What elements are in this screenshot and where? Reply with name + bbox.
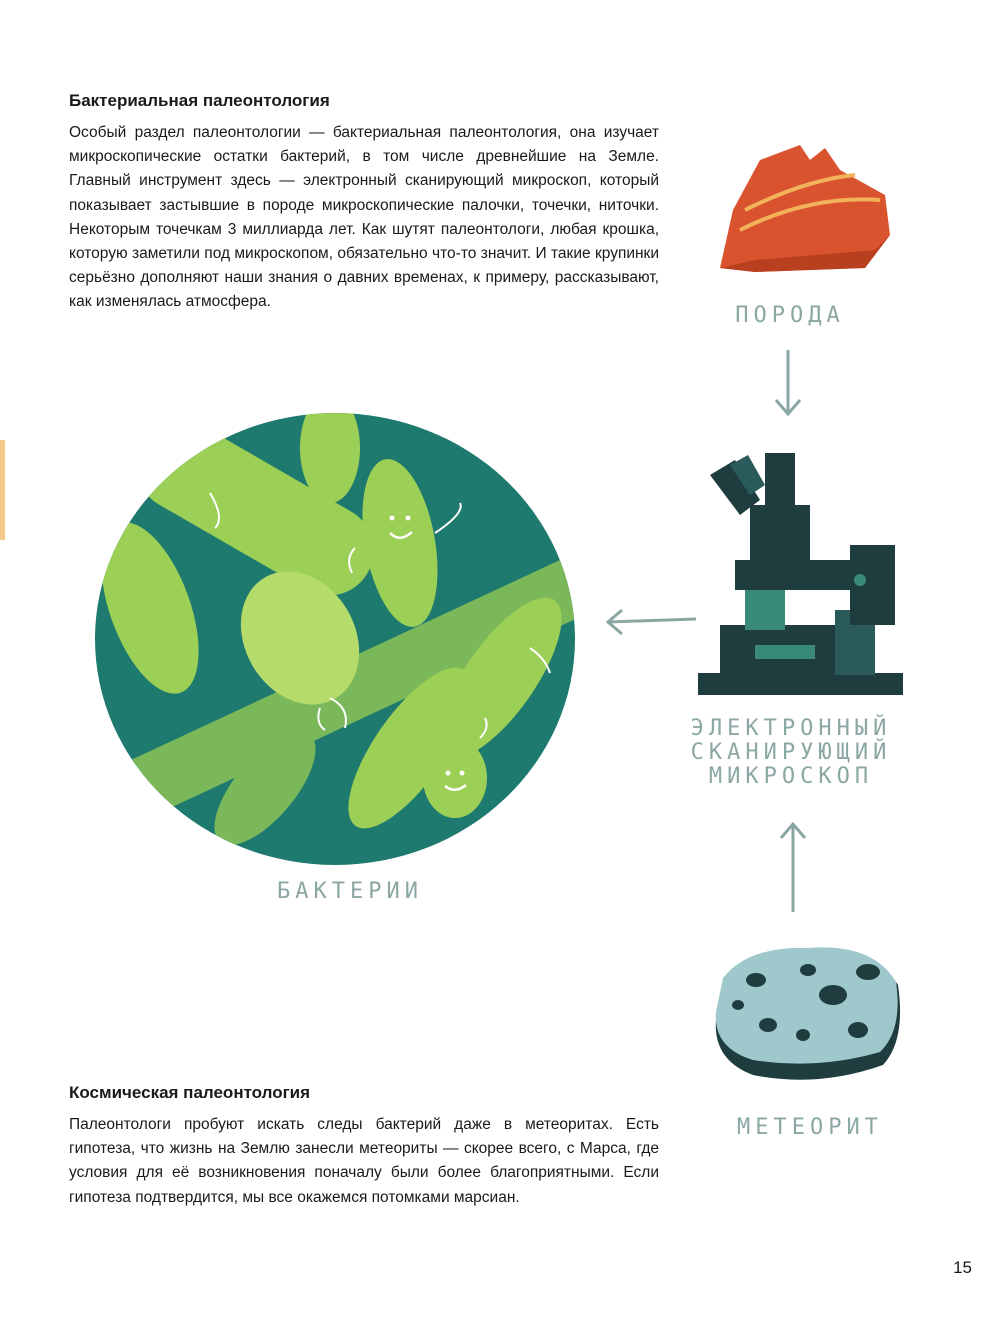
microscope-illustration xyxy=(690,445,910,700)
meteorite-label: МЕТЕОРИТ xyxy=(737,1115,883,1140)
meteorite-illustration xyxy=(708,940,908,1090)
section-text-bacterial: Особый раздел палеонтологии — бактериальная палеонтология, она изучает микроскопические остатки бактерий, в том числе древнейшие на Земле. Главный инструмент здесь — электронный сканирующий микроскоп, который показывает застывшие в породе микроскопические палочки, точечки, ниточки. Некоторым точечкам 3 миллиарда лет. Как шутят палеонтологи, любая крошка, которую заметили под микроскопом, обязательно что-то значит. И такие крупинки серьёзно дополняют наши знания о давних временах, к примеру, рассказывают, как изменялась атмосфера. xyxy=(69,124,659,311)
arrow-up-icon xyxy=(775,818,811,914)
rock-illustration xyxy=(715,140,905,280)
section-text-cosmic: Палеонтологи пробуют искать следы бактерий даже в метеоритах. Есть гипотеза, что жизнь на Землю занесли метеориты — скорее всего, с Марса, где условия для её возникновения поначалу были более благоприятными. Если гипотеза подтвердится, мы все окажемся потомками марсиан. xyxy=(69,1116,659,1206)
arrow-down-icon xyxy=(770,348,806,420)
microscope-label-line-3: МИКРОСКОП xyxy=(708,764,874,789)
page-number: 15 xyxy=(953,1258,972,1277)
microscope-label-line-1: ЭЛЕКТРОННЫЙ xyxy=(690,716,892,741)
arrow-left-icon xyxy=(600,605,700,639)
bacteria-illustration xyxy=(90,408,580,870)
microscope-label-line-2: СКАНИРУЮЩИЙ xyxy=(690,740,892,765)
rock-label: ПОРОДА xyxy=(735,303,845,328)
microscope-label xyxy=(676,717,906,789)
page-edge-mark xyxy=(0,440,5,540)
section-heading-bacterial: Бактериальная палеонтология xyxy=(69,91,330,110)
bacteria-label: БАКТЕРИИ xyxy=(277,879,423,904)
section-heading-cosmic: Космическая палеонтология xyxy=(69,1083,311,1102)
